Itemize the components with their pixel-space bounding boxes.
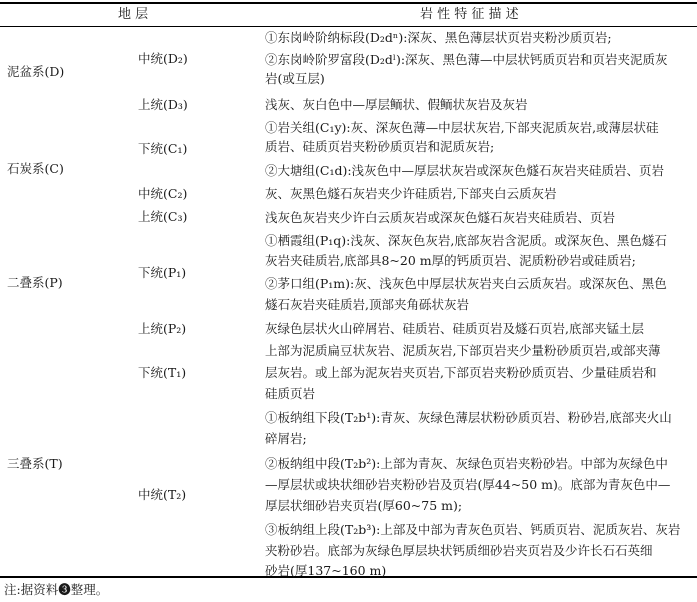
description-line: 硅质页岩 bbox=[265, 386, 316, 401]
description-line: 砂岩(厚137~160 m) bbox=[265, 563, 387, 578]
description-line: ②板纳组中段(T₂b²):上部为青灰、灰绿色页岩夹粉砂岩。中部为灰绿色中 bbox=[265, 456, 668, 471]
series-p2: 上统(P₂) bbox=[138, 321, 187, 336]
description-line: ①岩关组(C₁y):灰、深灰色薄—中层状灰岩,下部夹泥质灰岩,或薄层状硅 bbox=[265, 120, 659, 135]
series-d3: 上统(D₃) bbox=[138, 97, 188, 112]
series-t2: 中统(T₂) bbox=[138, 487, 187, 502]
description-line: —厚层状或块状细砂岩夹粉砂岩及页岩(厚44~50 m)。底部为青灰色中— bbox=[265, 477, 671, 492]
series-c3: 上统(C₃) bbox=[138, 209, 188, 224]
description-line: ①东岗岭阶纳标段(D₂dⁿ):深灰、黑色薄层状页岩夹粉沙质页岩; bbox=[265, 30, 612, 45]
system-triassic: 三叠系(T) bbox=[7, 456, 63, 471]
description-line: ①板纳组下段(T₂b¹):青灰、灰绿色薄层状粉砂质页岩、粉砂岩,底部夹火山 bbox=[265, 410, 672, 425]
description-line: ②东岗岭阶罗富段(D₂dˡ):深灰、黑色薄—中层状钙质页岩和页岩夹泥质灰 bbox=[265, 52, 668, 67]
description-line: 灰岩夹硅质岩,底部具8~20 m厚的钙质页岩、泥质粉砂岩或硅质岩; bbox=[265, 253, 636, 268]
table-top-rule bbox=[0, 2, 697, 4]
description-line: 质岩、硅质页岩夹粉砂质页岩和泥质灰岩; bbox=[265, 139, 495, 154]
description-line: 燧石灰岩夹硅质岩,顶部夹角砾状灰岩 bbox=[265, 297, 469, 312]
description-line: ②大塘组(C₁d):浅灰色中—厚层状灰岩或深灰色燧石灰岩夹硅质岩、页岩 bbox=[265, 163, 665, 178]
series-t1: 下统(T₁) bbox=[138, 365, 187, 380]
description-line: ③板纳组上段(T₂b³):上部及中部为青灰色页岩、钙质页岩、泥质灰岩、灰岩 bbox=[265, 522, 681, 537]
description-line: 夹粉砂岩。底部为灰绿色厚层块状钙质细砂岩夹页岩及少许长石石英细 bbox=[265, 543, 653, 558]
description-line: ①栖霞组(P₁q):浅灰、深灰色灰岩,底部灰岩含泥质。或深灰色、黑色燧石 bbox=[265, 233, 667, 248]
system-permian: 二叠系(P) bbox=[7, 275, 63, 290]
header-description: 岩 性 特 征 描 述 bbox=[420, 7, 519, 22]
description-line: 浅灰、灰白色中—厚层鲕状、假鲕状灰岩及灰岩 bbox=[265, 97, 528, 112]
table-header-rule bbox=[0, 26, 697, 27]
table-footnote: 注:据资料❸整理。 bbox=[4, 582, 109, 597]
series-c1: 下统(C₁) bbox=[138, 141, 188, 156]
description-line: 碎屑岩; bbox=[265, 431, 307, 446]
series-p1: 下统(P₁) bbox=[138, 265, 187, 280]
series-d2: 中统(D₂) bbox=[138, 51, 188, 66]
description-line: 岩(或互层) bbox=[265, 71, 325, 86]
system-devonian: 泥盆系(D) bbox=[7, 64, 65, 79]
series-c2: 中统(C₂) bbox=[138, 186, 188, 201]
header-stratum: 地 层 bbox=[118, 7, 149, 22]
description-line: 厚层状细砂岩夹页岩(厚60~75 m); bbox=[265, 498, 463, 513]
description-line: 灰、灰黑色燧石灰岩夹少许硅质岩,下部夹白云质灰岩 bbox=[265, 186, 557, 201]
description-line: 上部为泥质扁豆状灰岩、泥质灰岩,下部页岩夹少量粉砂质页岩,或部夹薄 bbox=[265, 343, 661, 358]
system-carboniferous: 石炭系(C) bbox=[7, 161, 64, 176]
description-line: 灰绿色层状火山碎屑岩、硅质岩、硅质页岩及燧石页岩,底部夹锰土层 bbox=[265, 321, 644, 336]
description-line: ②茅口组(P₁m):灰、浅灰色中厚层状灰岩夹白云质灰岩。或深灰色、黑色 bbox=[265, 276, 667, 291]
description-line: 浅灰色灰岩夹少许白云质灰岩或深灰色燧石灰岩夹硅质岩、页岩 bbox=[265, 210, 616, 225]
description-line: 层灰岩。或上部为泥灰岩夹页岩,下部页岩夹粉砂质页岩、少量硅质岩和 bbox=[265, 365, 657, 380]
